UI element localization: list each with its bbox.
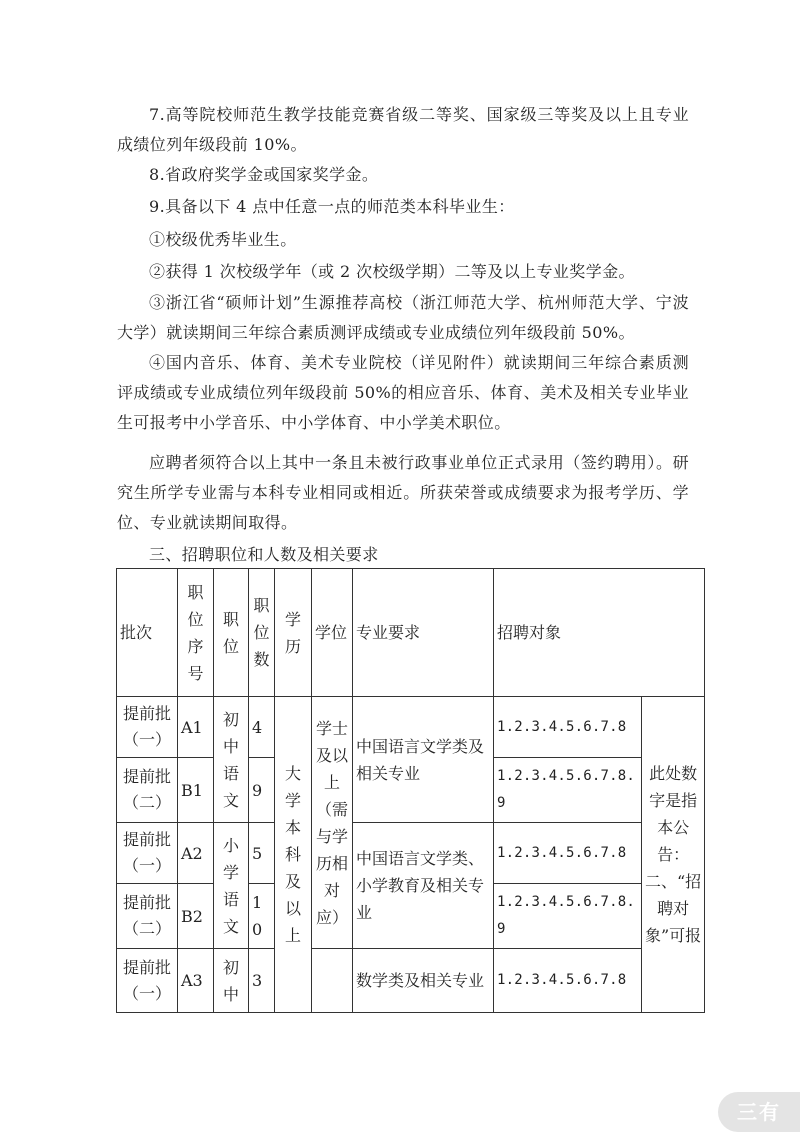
cell-major: 中国语言文学类及相关专业	[353, 697, 494, 823]
cell-major: 中国语言文学类、小学教育及相关专业	[353, 823, 494, 949]
cell-position: 初中语文	[214, 697, 249, 823]
note-paragraph: 应聘者须符合以上其中一条且未被行政事业单位正式录用（签约聘用）。研究生所学专业需与本科专业相同或相近。所获荣誉或成绩要求为报考学历、学位、专业就读期间取得。	[117, 453, 689, 532]
header-major: 专业要求	[353, 569, 494, 697]
table-row	[117, 823, 705, 884]
cell-position: 初中	[214, 949, 249, 1013]
cell-count: 4	[249, 697, 275, 758]
cell-position: 小学语文	[214, 823, 249, 949]
condition-1: ①校级优秀毕业生。	[149, 230, 297, 249]
cell-degree: 学士及以上（需与学历相对应）	[312, 697, 353, 949]
cell-seq: B2	[178, 884, 214, 949]
cell-seq: A2	[178, 823, 214, 884]
cell-major: 数学类及相关专业	[353, 949, 494, 1013]
side-note: 此处数字是指本公告：二、“招聘对象”可报	[642, 697, 705, 1013]
cell-batch: 提前批（二）	[117, 884, 178, 949]
cell-seq: B1	[178, 758, 214, 823]
header-batch: 批次	[117, 569, 178, 697]
header-count: 职位数	[249, 569, 275, 697]
cell-objects: 1.2.3.4.5.6.7.8.9	[494, 758, 642, 823]
header-seq: 职位序号	[178, 569, 214, 697]
cell-objects: 1.2.3.4.5.6.7.8	[494, 697, 642, 758]
cell-batch: 提前批（一）	[117, 949, 178, 1013]
cell-objects: 1.2.3.4.5.6.7.8	[494, 823, 642, 884]
cell-seq: A3	[178, 949, 214, 1013]
table-row	[117, 697, 705, 758]
header-objects: 招聘对象	[494, 569, 705, 697]
condition-3: ③浙江省“硕师计划”生源推荐高校（浙江师范大学、杭州师范大学、宁波大学）就读期间三年综合素质测评成绩或专业成绩位列年级段前 50%。	[117, 293, 689, 342]
cell-batch: 提前批（一）	[117, 697, 178, 758]
paragraph-9: 9.具备以下 4 点中任意一点的师范类本科毕业生：	[149, 197, 515, 216]
watermark-logo: 三有	[718, 1092, 800, 1132]
cell-count: 10	[249, 884, 275, 949]
header-degree: 学位	[312, 569, 353, 697]
cell-count: 3	[249, 949, 275, 1013]
cell-batch: 提前批（二）	[117, 758, 178, 823]
cell-degree-cont	[312, 949, 353, 1013]
cell-count: 9	[249, 758, 275, 823]
paragraph-7: 7.高等院校师范生教学技能竞赛省级二等奖、国家级三等奖及以上且专业成绩位列年级段前 10%。	[117, 105, 689, 154]
table-header-row	[117, 569, 705, 697]
cell-batch: 提前批（一）	[117, 823, 178, 884]
cell-seq: A1	[178, 697, 214, 758]
header-position: 职位	[214, 569, 249, 697]
header-education: 学历	[275, 569, 312, 697]
cell-education: 大学本科及以上	[275, 697, 312, 1013]
condition-4: ④国内音乐、体育、美术专业院校（详见附件）就读期间三年综合素质测评成绩或专业成绩位列年级段前 50%的相应音乐、体育、美术及相关专业毕业生可报考中小学音乐、中小学体育、中小学美术职位。	[117, 353, 689, 432]
section-title: 三、招聘职位和人数及相关要求	[149, 545, 379, 564]
paragraph-8: 8.省政府奖学金或国家奖学金。	[149, 165, 379, 184]
cell-count: 5	[249, 823, 275, 884]
cell-objects: 1.2.3.4.5.6.7.8.9	[494, 884, 642, 949]
table-row	[117, 949, 705, 1013]
condition-2: ②获得 1 次校级学年（或 2 次校级学期）二等及以上专业奖学金。	[149, 262, 635, 281]
recruitment-table	[116, 568, 705, 1013]
cell-objects: 1.2.3.4.5.6.7.8	[494, 949, 642, 1013]
